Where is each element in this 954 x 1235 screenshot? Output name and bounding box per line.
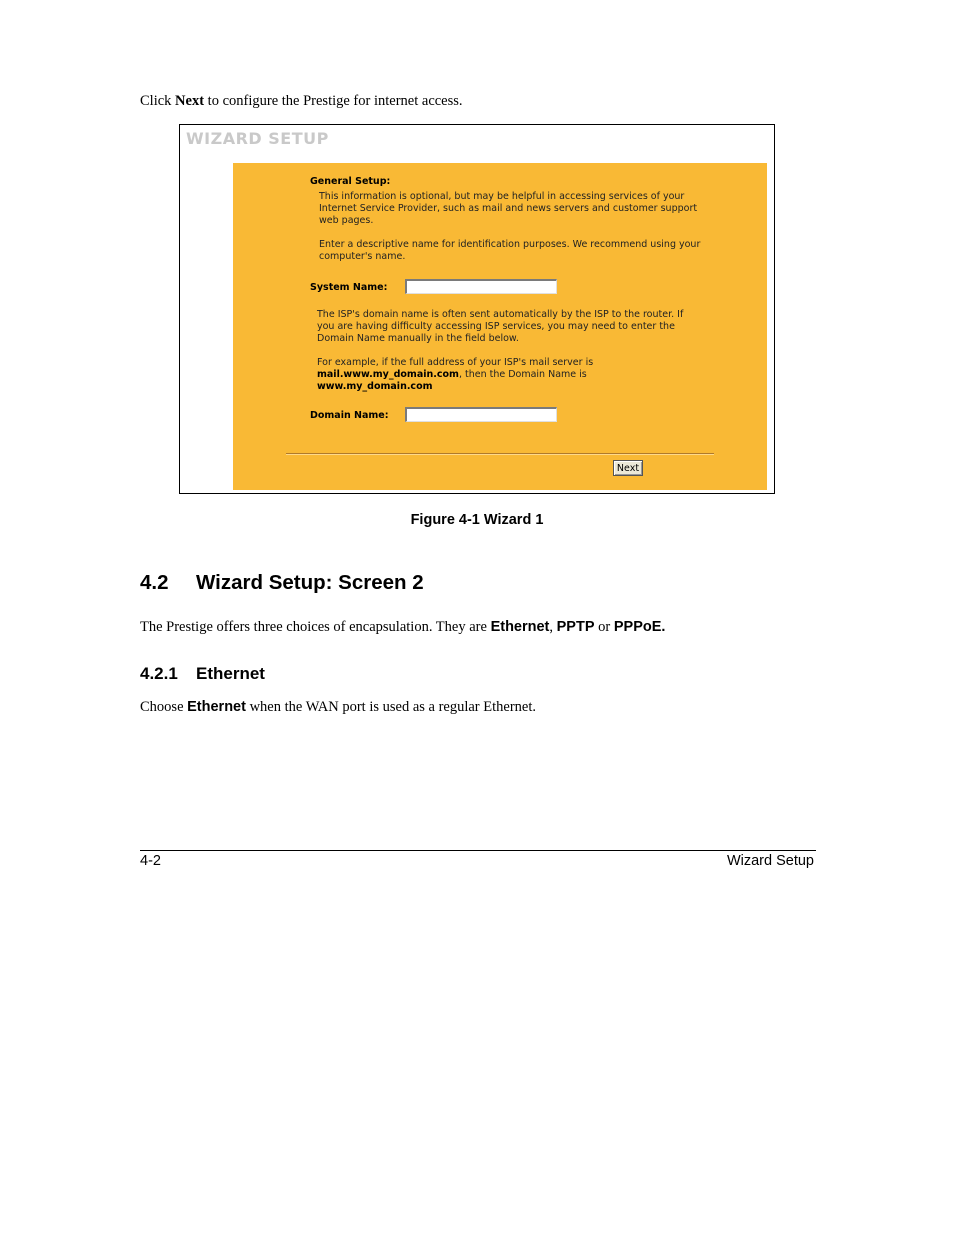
descriptive-text-2: computer's name. — [319, 251, 406, 262]
para1-sep1: , — [549, 619, 557, 635]
section-heading — [140, 571, 424, 595]
next-button[interactable]: Next — [613, 460, 643, 476]
para1-pppoe: PPPoE. — [613, 619, 666, 635]
section-title: Wizard Setup: Screen 2 — [196, 571, 424, 594]
wizard-title: WIZARD SETUP — [186, 129, 329, 148]
wizard-screenshot — [179, 124, 775, 494]
subsection-heading — [140, 664, 265, 684]
intro-suffix: to configure the Prestige for internet access. — [204, 93, 463, 109]
example-text-1: For example, if the full address of your ISP's mail server is — [317, 357, 594, 368]
descriptive-text-1: Enter a descriptive name for identification purposes. We recommend using your — [319, 239, 701, 250]
example-text-3 — [317, 381, 433, 393]
general-text-3: web pages. — [319, 215, 374, 226]
page-number: 4-2 — [140, 853, 161, 869]
intro-prefix: Click — [140, 93, 176, 109]
para2-suffix: when the WAN port is used as a regular Ethernet. — [245, 699, 537, 715]
system-name-label: System Name: — [310, 282, 388, 293]
domain-name-input[interactable] — [405, 407, 557, 422]
intro-bold: Next — [175, 93, 205, 109]
figure-caption: Figure 4-1 Wizard 1 — [410, 512, 544, 528]
domain-info-1: The ISP's domain name is often sent automatically by the ISP to the router. If — [317, 309, 684, 320]
para1-ethernet: Ethernet — [490, 619, 550, 635]
para2-ethernet: Ethernet — [187, 699, 246, 715]
intro-text — [140, 93, 463, 110]
footer-rule — [140, 850, 816, 851]
example-mail-server: mail.www.my_domain.com — [317, 369, 459, 380]
wizard-panel — [233, 163, 767, 490]
general-text-1: This information is optional, but may be helpful in accessing services of your — [319, 191, 685, 202]
example-text-2-rest: , then the Domain Name is — [458, 369, 587, 380]
general-text-2: Internet Service Provider, such as mail and news servers and customer support — [319, 203, 698, 214]
ethernet-paragraph — [140, 699, 536, 716]
domain-name-label: Domain Name: — [310, 410, 389, 421]
para2-prefix: Choose — [140, 699, 188, 715]
domain-info-2: you are having difficulty accessing ISP services, you may need to enter the — [317, 321, 675, 332]
footer-chapter: Wizard Setup — [726, 853, 814, 869]
example-domain-name: www.my_domain.com — [317, 381, 433, 392]
example-text-2 — [317, 369, 587, 381]
para1-pptp: PPTP — [556, 619, 595, 635]
panel-divider — [286, 453, 714, 455]
section-number: 4.2 — [140, 571, 169, 594]
subsection-number: 4.2.1 — [140, 664, 178, 683]
system-name-input[interactable] — [405, 279, 557, 294]
para1-text: The Prestige offers three choices of encapsulation. They are — [140, 619, 491, 635]
general-setup-label: General Setup: — [310, 176, 391, 187]
subsection-title: Ethernet — [196, 664, 265, 683]
domain-info-3: Domain Name manually in the field below. — [317, 333, 519, 344]
para1-sep2: or — [594, 619, 614, 635]
encapsulation-paragraph — [140, 619, 665, 636]
